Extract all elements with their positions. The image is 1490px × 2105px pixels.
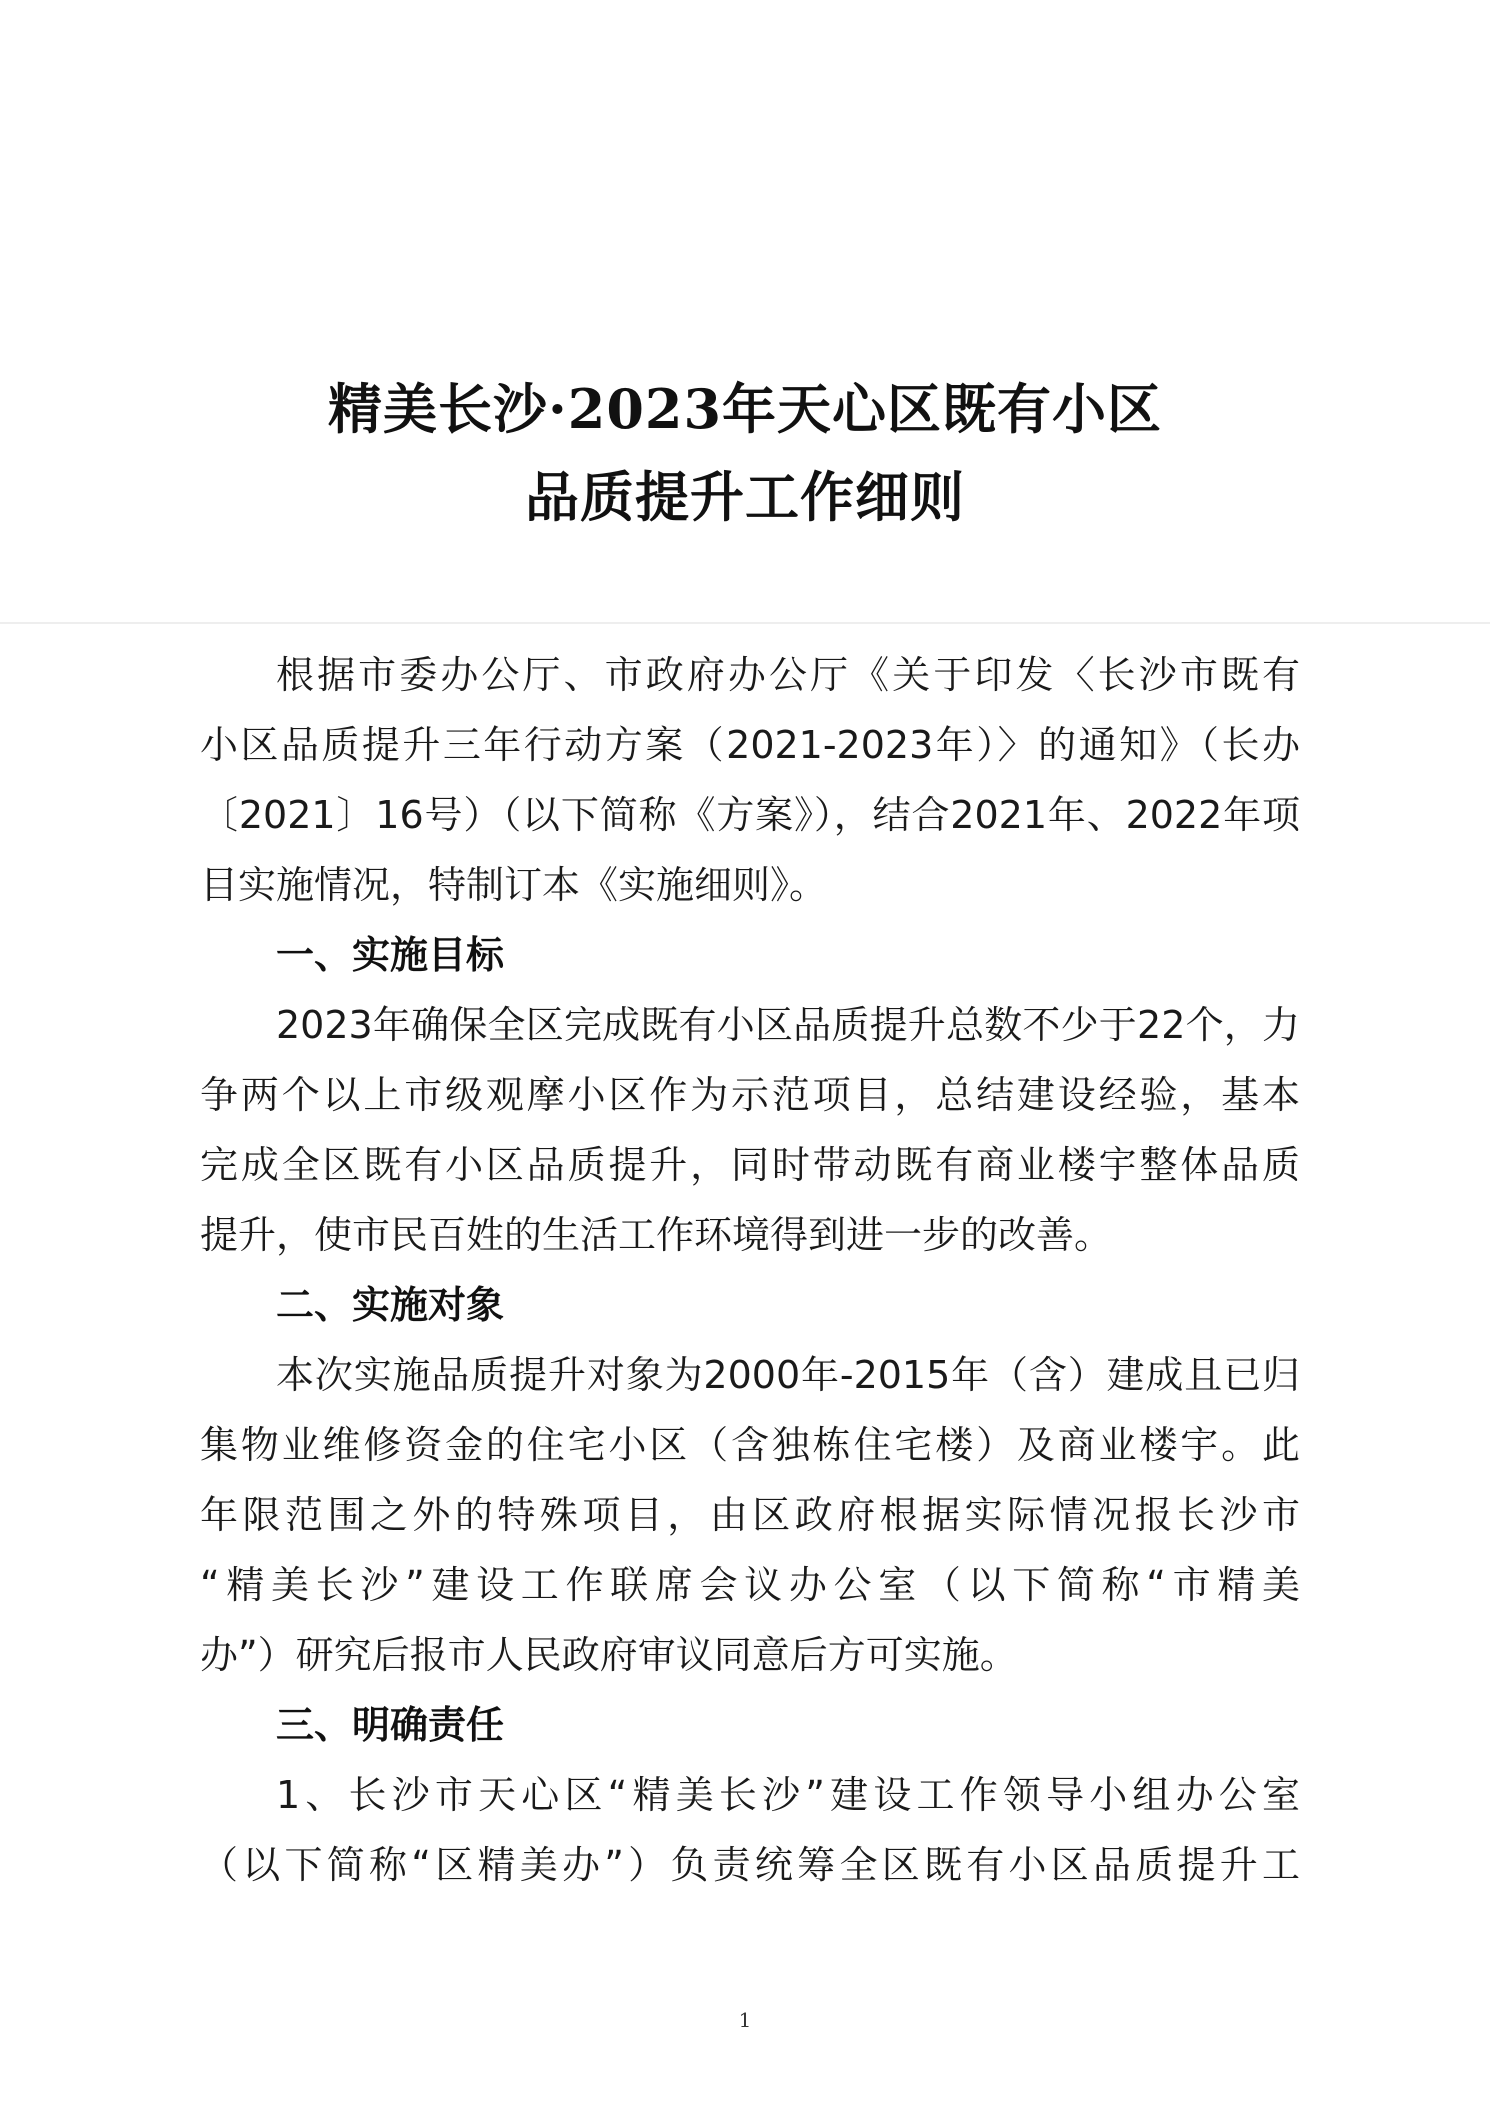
section-3-paragraph <box>200 1760 1300 1900</box>
intro-line-1: 根据市委办公厅、市政府办公厅《关于印发〈长沙市既有 <box>276 653 1300 697</box>
section-1-line-1: 2023年确保全区完成既有小区品质提升总数不少于22个，力 <box>276 1003 1300 1047</box>
section-2-line-2: 集物业维修资金的住宅小区（含独栋住宅楼）及商业楼宇。此 <box>200 1423 1300 1467</box>
section-1-line-3: 完成全区既有小区品质提升，同时带动既有商业楼宇整体品质 <box>200 1143 1300 1187</box>
section-2-heading: 二、实施对象 <box>276 1283 505 1327</box>
intro-line-4: 目实施情况，特制订本《实施细则》。 <box>200 863 828 907</box>
document-title-line-2: 品质提升工作细则 <box>525 465 965 529</box>
section-2-paragraph <box>200 1340 1300 1690</box>
intro-line-3: 〔2021〕16号）（以下简称《方案》），结合2021年、2022年项 <box>200 793 1300 837</box>
section-1-heading: 一、实施目标 <box>276 933 505 977</box>
intro-paragraph <box>200 640 1300 920</box>
intro-line-2: 小区品质提升三年行动方案（2021-2023年）〉的通知》（长办 <box>200 723 1300 767</box>
section-2-line-5: 办”）研究后报市人民政府审议同意后方可实施。 <box>200 1633 1018 1677</box>
scan-artifact-line <box>0 622 1490 624</box>
page-number: 1 <box>738 2008 752 2032</box>
section-1-line-4: 提升，使市民百姓的生活工作环境得到进一步的改善。 <box>200 1213 1113 1257</box>
section-3-line-1: 1、长沙市天心区“精美长沙”建设工作领导小组办公室 <box>276 1773 1300 1817</box>
section-1-paragraph <box>200 990 1300 1270</box>
section-1-line-2: 争两个以上市级观摩小区作为示范项目，总结建设经验，基本 <box>200 1073 1300 1117</box>
section-2-line-3: 年限范围之外的特殊项目，由区政府根据实际情况报长沙市 <box>200 1493 1300 1537</box>
section-2-line-1: 本次实施品质提升对象为2000年-2015年（含）建成且已归 <box>276 1353 1300 1397</box>
section-3-heading: 三、明确责任 <box>276 1703 505 1747</box>
section-3-line-2: （以下简称“区精美办”）负责统筹全区既有小区品质提升工 <box>200 1843 1300 1887</box>
section-2-line-4: “精美长沙”建设工作联席会议办公室（以下简称“市精美 <box>200 1563 1300 1607</box>
document-title-line-1: 精美长沙·2023年天心区既有小区 <box>327 377 1163 441</box>
